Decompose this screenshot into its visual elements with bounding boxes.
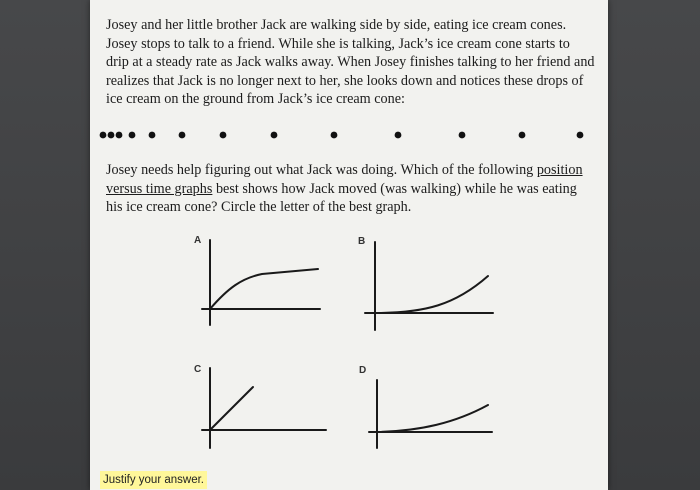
drop bbox=[220, 132, 227, 139]
graph-a-label: A bbox=[194, 235, 202, 246]
graph-options bbox=[90, 220, 608, 470]
graph-d-label: D bbox=[359, 365, 367, 376]
graph-b-label: B bbox=[358, 236, 366, 247]
drop bbox=[331, 132, 338, 139]
graph-b bbox=[365, 242, 493, 330]
justify-prompt: Justify your answer. bbox=[100, 471, 207, 489]
drop bbox=[129, 132, 136, 139]
question-text: Josey needs help figuring out what Jack was doing. Which of the following bbox=[106, 162, 537, 178]
question-paragraph bbox=[106, 161, 596, 217]
drop bbox=[271, 132, 278, 139]
graph-a-curve bbox=[210, 269, 318, 309]
drop bbox=[459, 132, 466, 139]
drop bbox=[577, 132, 584, 139]
graph-b-curve bbox=[375, 276, 488, 313]
problem-paragraph: Josey and her little brother Jack are walking side by side, eating ice cream cones. Josey stops to talk to a friend. While she is talking, Jack’s ice cream cone starts to drip at a steady rate as Jack walks away. When Josey finishes talking to her friend and realizes that Jack is no longer next to her, she looks down and notices these drops of ice cream on the ground from Jack’s ice cream cone: bbox=[106, 17, 595, 108]
graph-d bbox=[369, 380, 492, 448]
graph-a bbox=[202, 240, 320, 325]
drop bbox=[149, 132, 156, 139]
drop bbox=[100, 132, 107, 139]
drop bbox=[395, 132, 402, 139]
graph-c-label: C bbox=[194, 364, 202, 375]
graph-c-line bbox=[210, 387, 253, 430]
question-underlined-text: position versus time graphs bbox=[106, 162, 583, 197]
ice-cream-drops bbox=[90, 120, 608, 150]
question-text-end: best shows how Jack moved (was walking) while he was eating his ice cream cone? Circle the letter of the best graph. bbox=[106, 180, 577, 216]
graph-c bbox=[202, 368, 326, 448]
drop bbox=[116, 132, 123, 139]
drop bbox=[108, 132, 115, 139]
drop bbox=[519, 132, 526, 139]
drop bbox=[179, 132, 186, 139]
worksheet-page bbox=[90, 0, 608, 490]
graph-d-curve bbox=[377, 405, 488, 432]
